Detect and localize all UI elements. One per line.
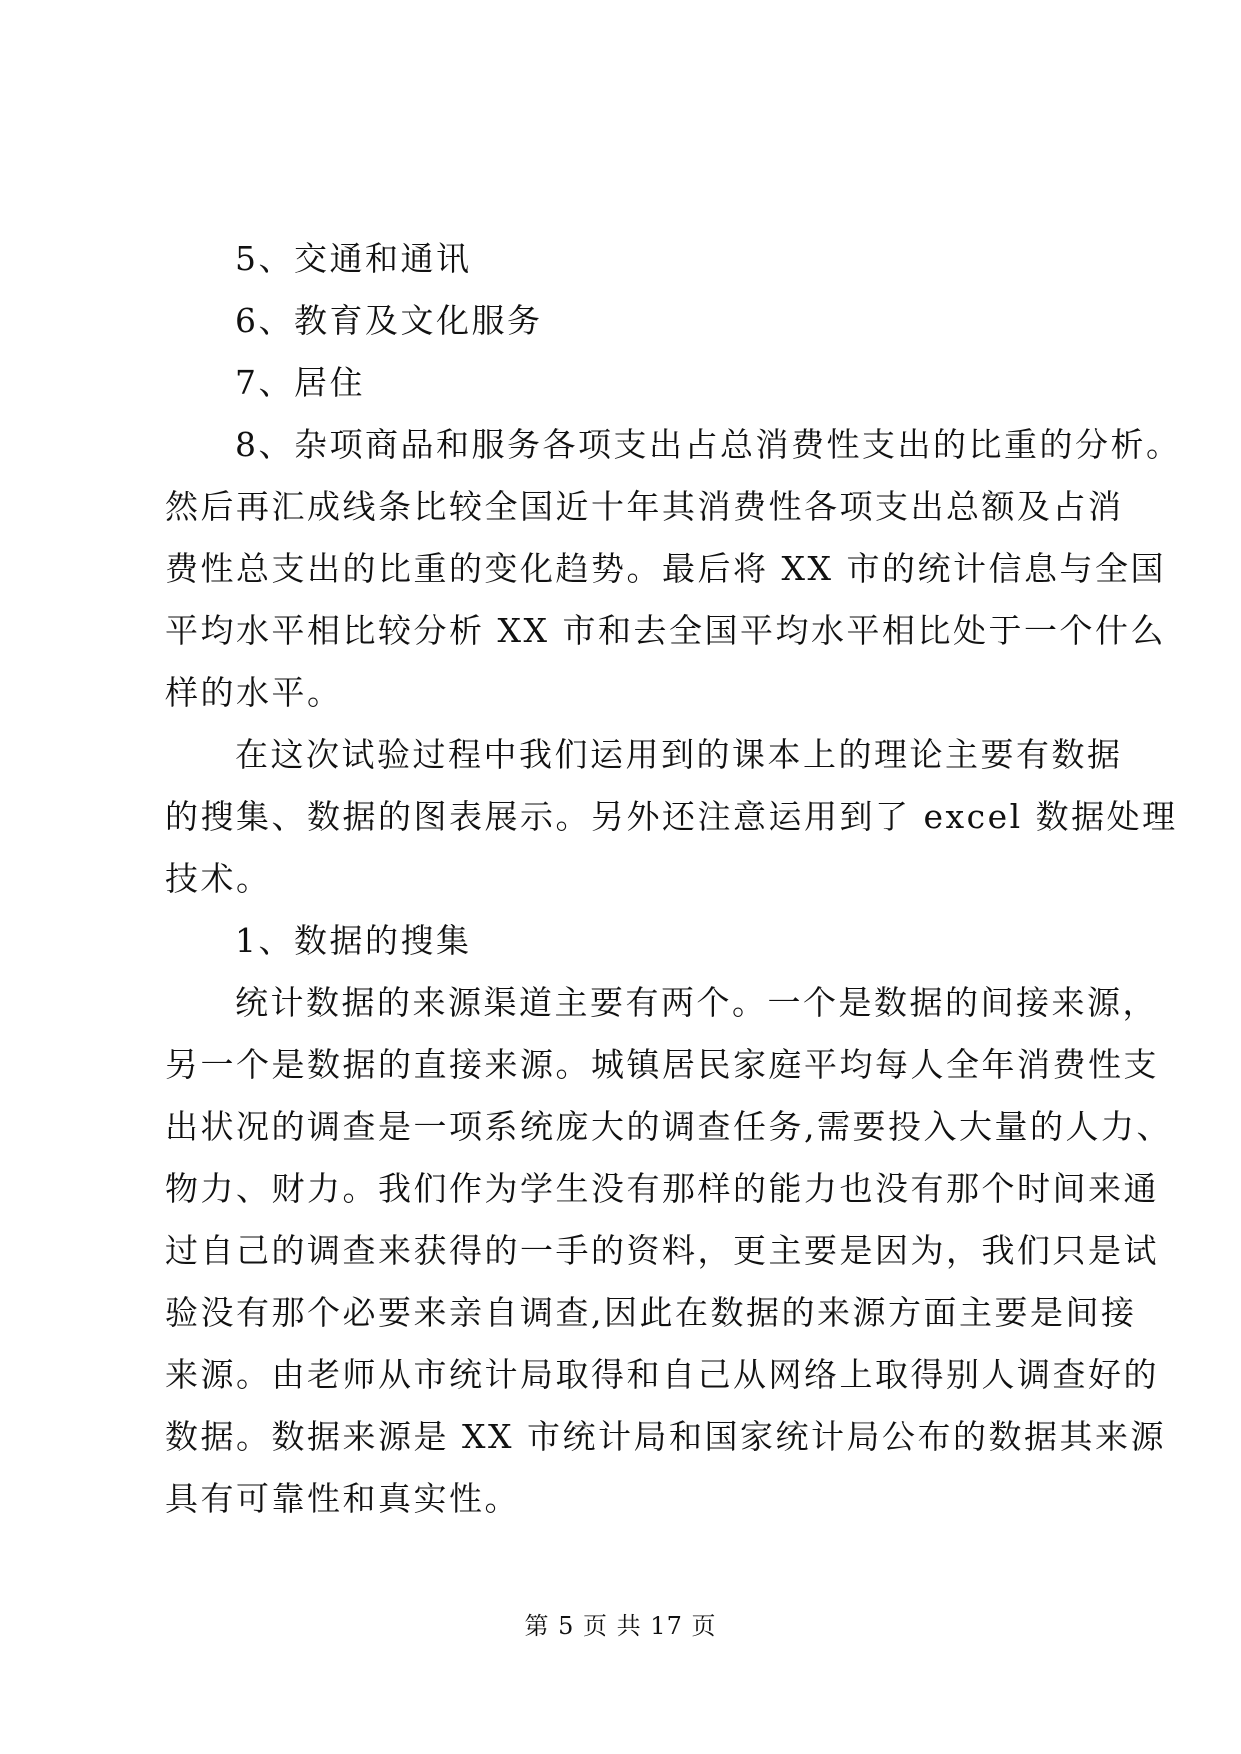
text-line: 的搜集、数据的图表展示。另外还注意运用到了 excel 数据处理 bbox=[165, 797, 1178, 836]
text-line: 5、交通和通讯 bbox=[235, 239, 472, 278]
text-line: 来源。由老师从市统计局取得和自己从网络上取得别人调查好的 bbox=[165, 1355, 1159, 1394]
text-line: 1、数据的搜集 bbox=[235, 921, 472, 960]
text-line: 平均水平相比较分析 XX 市和去全国平均水平相比处于一个什么 bbox=[165, 611, 1166, 650]
text-line: 具有可靠性和真实性。 bbox=[165, 1479, 520, 1518]
document-body bbox=[165, 228, 1182, 1530]
page-footer: 第 5 页 共 17 页 bbox=[524, 1612, 717, 1640]
text-line: 数据。数据来源是 XX 市统计局和国家统计局公布的数据其来源 bbox=[165, 1417, 1166, 1456]
text-line: 费性总支出的比重的变化趋势。最后将 XX 市的统计信息与全国 bbox=[165, 549, 1166, 588]
text-line: 技术。 bbox=[165, 859, 272, 898]
text-line: 验没有那个必要来亲自调查,因此在数据的来源方面主要是间接 bbox=[165, 1293, 1137, 1332]
text-line: 另一个是数据的直接来源。城镇居民家庭平均每人全年消费性支 bbox=[165, 1045, 1159, 1084]
text-line: 过自己的调查来获得的一手的资料，更主要是因为，我们只是试 bbox=[165, 1231, 1159, 1270]
text-line: 物力、财力。我们作为学生没有那样的能力也没有那个时间来通 bbox=[165, 1169, 1159, 1208]
text-line: 统计数据的来源渠道主要有两个。一个是数据的间接来源， bbox=[235, 983, 1158, 1022]
text-line: 7、居住 bbox=[235, 363, 365, 402]
text-line: 6、教育及文化服务 bbox=[235, 301, 543, 340]
text-line: 在这次试验过程中我们运用到的课本上的理论主要有数据 bbox=[235, 735, 1123, 774]
text-line: 然后再汇成线条比较全国近十年其消费性各项支出总额及占消 bbox=[165, 487, 1124, 526]
text-line: 出状况的调查是一项系统庞大的调查任务,需要投入大量的人力、 bbox=[165, 1107, 1172, 1146]
text-line: 8、杂项商品和服务各项支出占总消费性支出的比重的分析。 bbox=[235, 425, 1182, 464]
text-line: 样的水平。 bbox=[165, 673, 343, 712]
